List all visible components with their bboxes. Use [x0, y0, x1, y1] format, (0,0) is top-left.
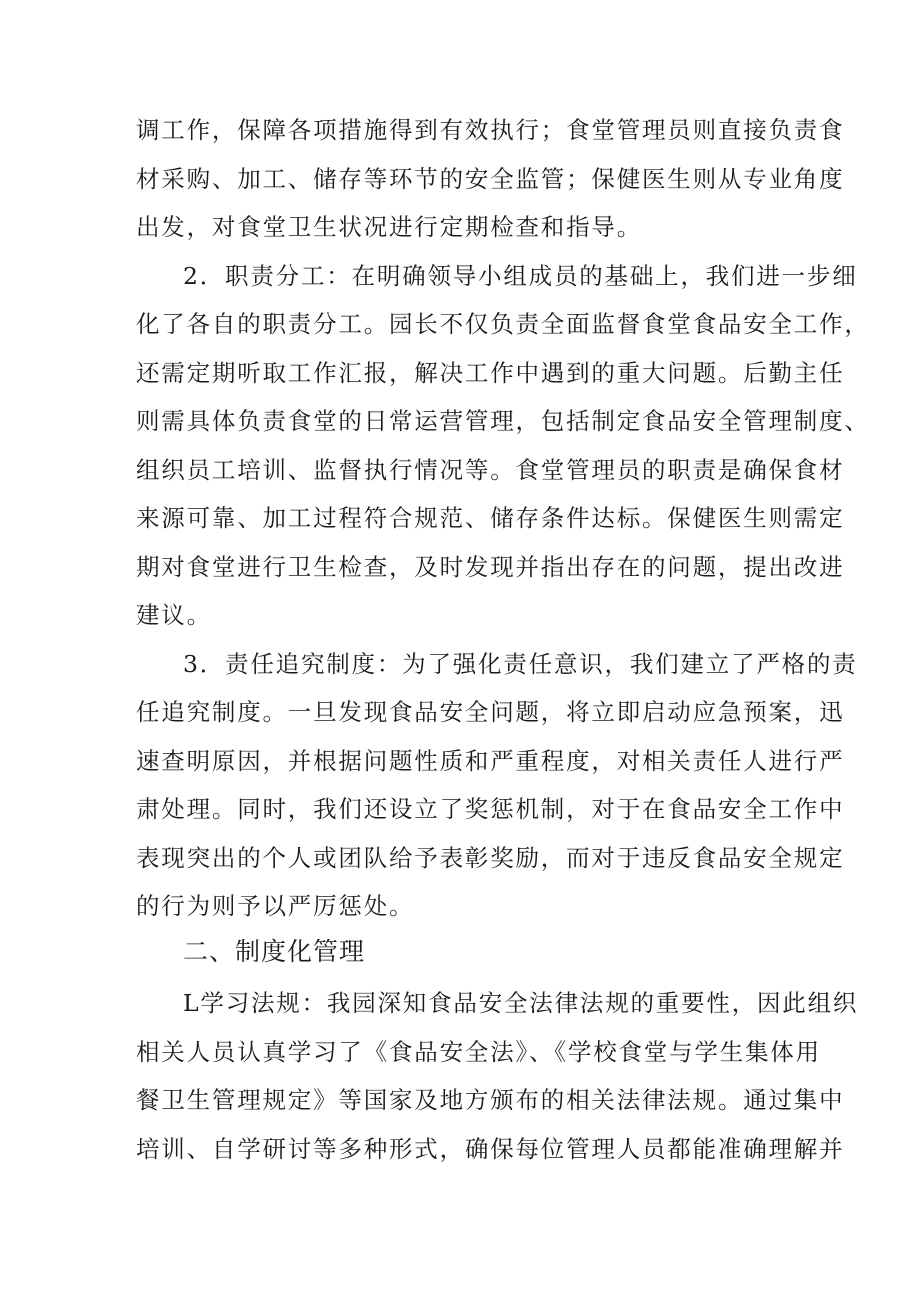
text-line: 建议。 — [136, 601, 212, 629]
section-heading: 二、制度化管理 — [183, 937, 366, 966]
text-line: 相关人员认真学习了《食品安全法》、《学校食堂与学生集体用 — [136, 1038, 821, 1066]
text-line: 培训、自学研讨等多种形式，确保每位管理人员都能准确理解并 — [136, 1135, 845, 1163]
text-line: 来源可靠、加工过程符合规范、储存条件达标。保健医生则需定 — [136, 504, 845, 532]
text-line: 则需具体负责食堂的日常运营管理，包括制定食品安全管理制度、 — [136, 407, 870, 435]
text-line: 表现突出的个人或团队给予表彰奖励，而对于违反食品安全规定 — [136, 844, 845, 872]
text-line: 调工作，保障各项措施得到有效执行；食堂管理员则直接负责食 — [136, 116, 845, 144]
text-line: 化了各自的职责分工。园长不仅负责全面监督食堂食品安全工作， — [136, 310, 870, 338]
text-line: 餐卫生管理规定》等国家及地方颁布的相关法律法规。通过集中 — [136, 1086, 845, 1114]
text-line: 的行为则予以严厉惩处。 — [136, 892, 415, 920]
text-line: 任追究制度。一旦发现食品安全问题，将立即启动应急预案，迅 — [136, 698, 845, 726]
text-line: 出发，对食堂卫生状况进行定期检查和指导。 — [136, 213, 642, 241]
text-line: 材采购、加工、储存等环节的安全监管；保健医生则从专业角度 — [136, 165, 845, 193]
text-line: 期对食堂进行卫生检查，及时发现并指出存在的问题，提出改进 — [136, 553, 845, 581]
text-line: 速查明原因，并根据问题性质和严重程度，对相关责任人进行严 — [136, 747, 845, 775]
text-line: 组织员工培训、监督执行情况等。食堂管理员的职责是确保食材 — [136, 456, 845, 484]
text-line: 还需定期听取工作汇报，解决工作中遇到的重大问题。后勤主任 — [136, 359, 845, 387]
text-line: 3．责任追究制度：为了强化责任意识，我们建立了严格的责 — [183, 650, 858, 678]
text-line: 2．职责分工：在明确领导小组成员的基础上，我们进一步细 — [183, 262, 858, 290]
text-line: 肃处理。同时，我们还设立了奖惩机制，对于在食品安全工作中 — [136, 795, 845, 823]
text-line: L学习法规：我园深知食品安全法律法规的重要性，因此组织 — [183, 989, 859, 1017]
